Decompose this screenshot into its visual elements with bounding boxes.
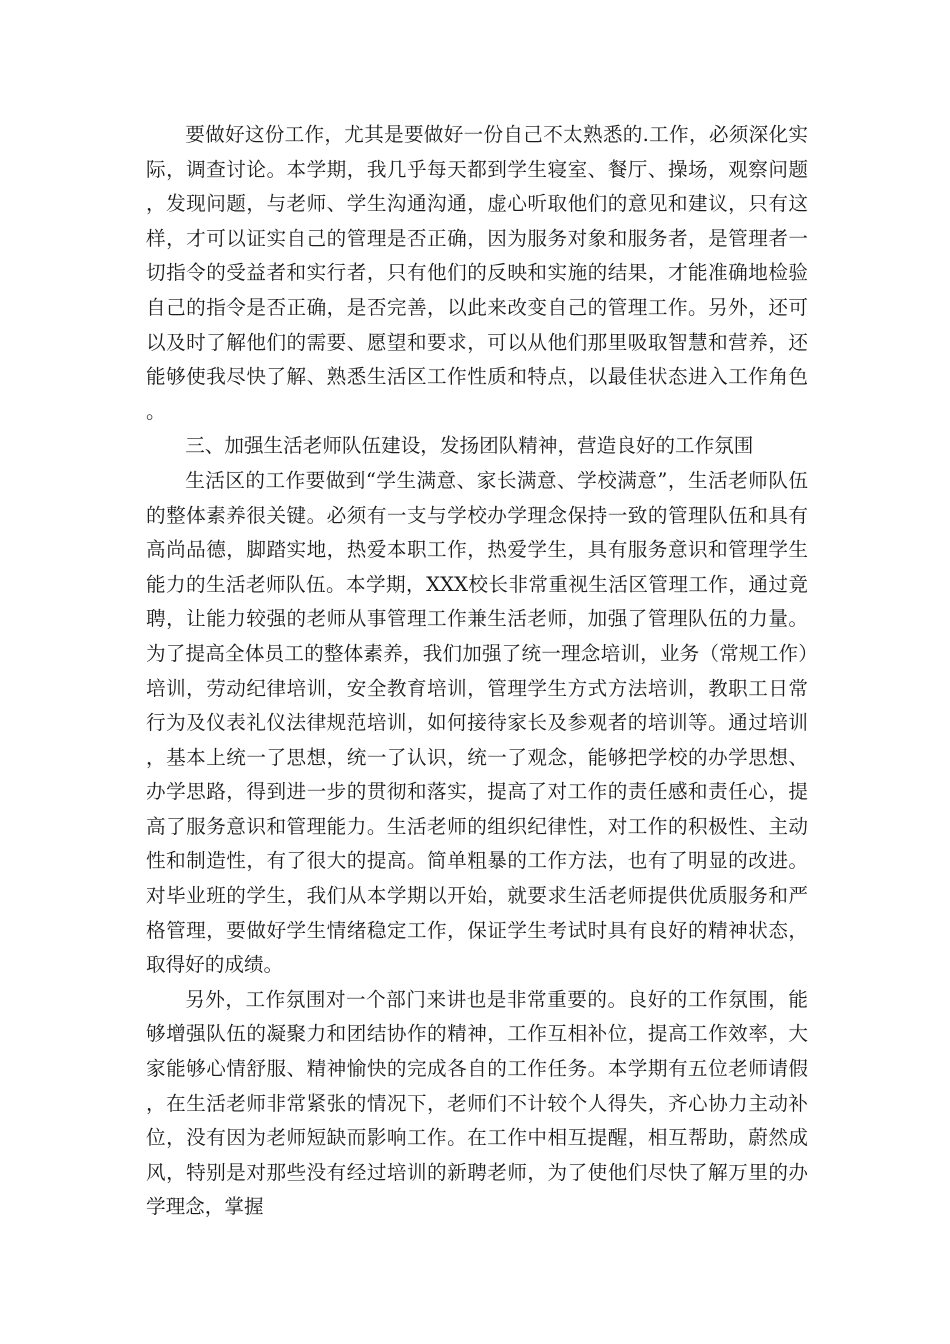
section-heading-team-building: 三、加强生活老师队伍建设，发扬团队精神，营造良好的工作氛围 (185, 434, 754, 458)
paragraph-investigation: 要做好这份工作，尤其是要做好一份自己不太熟悉的.工作，必须深化实际，调查讨论。本学期，我几乎每天都到学生寝室、餐厅、操场，观察问题，发现问题，与老师、学生沟通沟通，虚心听取他们的意见和建议，只有这样，才可以证实自己的管理是否正确，因为服务对象和服务者，是管理者一切指令的受益者和实行者，只有他们的反映和实施的结果，才能准确地检验自己的指令是否正确，是否完善，以此来改变自己的管理工作。另外，还可以及时了解他们的需要、愿望和要求，可以从他们那里吸取智慧和营养，还能够使我尽快了解、熟悉生活区工作性质和特点，以最佳状态进入工作角色。 (146, 123, 808, 423)
document-body (146, 118, 808, 1225)
paragraph-work-atmosphere: 另外，工作氛围对一个部门来讲也是非常重要的。良好的工作氛围，能够增强队伍的凝聚力和团结协作的精神，工作互相补位，提高工作效率，大家能够心情舒服、精神愉快的完成各自的工作任务。本学期有五位老师请假，在生活老师非常紧张的情况下，老师们不计较个人得失，齐心协力主动补位，没有因为老师短缺而影响工作。在工作中相互提醒，相互帮助，蔚然成风，特别是对那些没有经过培训的新聘老师，为了使他们尽快了解万里的办学理念，掌握 (146, 987, 808, 1219)
paragraph-team-quality: 生活区的工作要做到“学生满意、家长满意、学校满意”，生活老师队伍的整体素养很关键。必须有一支与学校办学理念保持一致的管理队伍和具有高尚品德，脚踏实地，热爱本职工作，热爱学生，具有服务意识和管理学生能力的生活老师队伍。本学期，XXX校长非常重视生活区管理工作，通过竟聘，让能力较强的老师从事管理工作兼生活老师，加强了管理队伍的力量。为了提高全体员工的整体素养，我们加强了统一理念培训，业务（常规工作）培训，劳动纪律培训，安全教育培训，管理学生方式方法培训，教职工日常行为及仪表礼仪法律规范培训，如何接待家长及参观者的培训等。通过培训，基本上统一了思想，统一了认识，统一了观念，能够把学校的办学思想、办学思路，得到进一步的贯彻和落实，提高了对工作的责任感和责任心，提高了服务意识和管理能力。生活老师的组织纪律性，对工作的积极性、主动性和制造性，有了很大的提高。简单粗暴的工作方法，也有了明显的改进。对毕业班的学生，我们从本学期以开始，就要求生活老师提供优质服务和严格管理，要做好学生情绪稳定工作，保证学生考试时具有良好的精神状态，取得好的成绩。 (146, 468, 808, 977)
